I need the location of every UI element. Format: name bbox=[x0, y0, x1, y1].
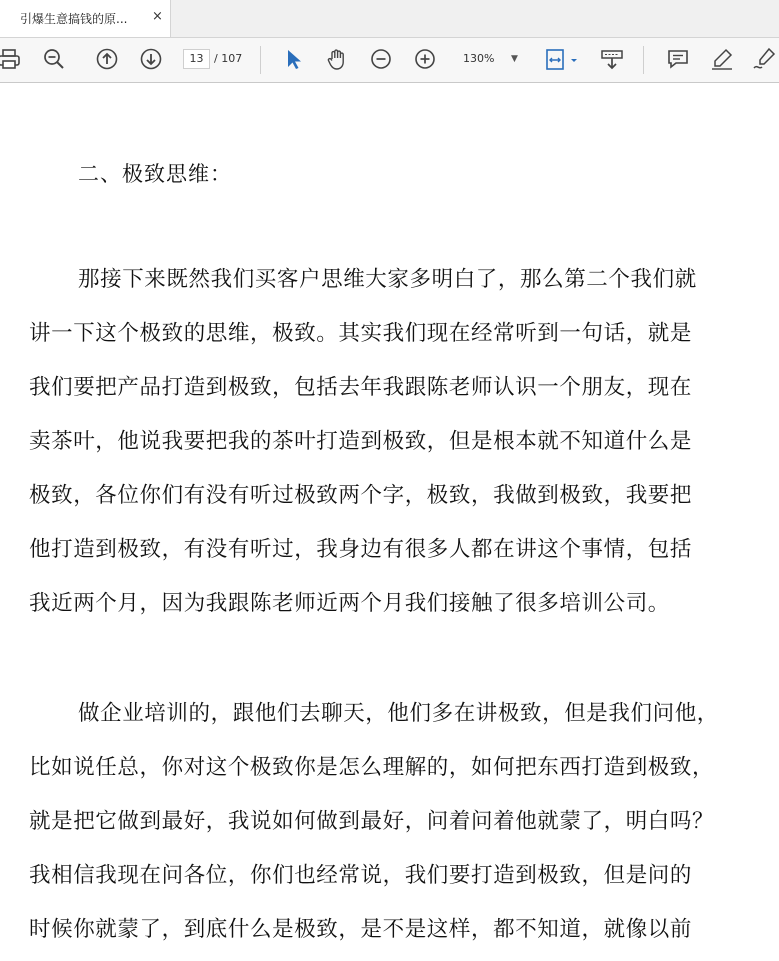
paragraph-line: 我近两个月，因为我跟陈老师近两个月我们接触了很多培训公司。 bbox=[29, 591, 670, 616]
chevron-down-icon: ▼ bbox=[511, 54, 518, 64]
paragraph-line: 讲一下这个极致的思维，极致。其实我们现在经常听到一句话，就是 bbox=[29, 321, 693, 346]
paragraph-line: 做企业培训的，跟他们去聊天，他们多在讲极致，但是我们问他， bbox=[78, 701, 719, 726]
page-total: / 107 bbox=[214, 52, 243, 65]
zoom-minus-icon[interactable] bbox=[369, 47, 393, 71]
page-down-icon[interactable] bbox=[139, 47, 163, 71]
paragraph-line: 我相信我现在问各位，你们也经常说，我们要打造到极致，但是问的 bbox=[29, 863, 693, 888]
paragraph-line: 我们要把产品打造到极致，包括去年我跟陈老师认识一个朋友，现在 bbox=[29, 375, 693, 400]
paragraph-line: 他打造到极致，有没有听过，我身边有很多人都在讲这个事情，包括 bbox=[29, 537, 693, 562]
document-page bbox=[0, 84, 779, 961]
zoom-plus-icon[interactable] bbox=[413, 47, 437, 71]
tab-bar bbox=[0, 0, 779, 38]
zoom-value: 130% bbox=[463, 52, 495, 65]
sign-icon[interactable] bbox=[752, 47, 776, 71]
toolbar-divider bbox=[643, 46, 644, 74]
scroll-mode-icon[interactable] bbox=[600, 47, 624, 71]
tab-title: 引爆生意搞钱的原... bbox=[20, 12, 128, 26]
paragraph-line: 极致，各位你们有没有听过极致两个字，极致，我做到极致，我要把 bbox=[29, 483, 693, 508]
hand-icon[interactable] bbox=[325, 47, 349, 71]
paragraph-line: 那接下来既然我们买客户思维大家多明白了，那么第二个我们就 bbox=[78, 267, 697, 292]
section-heading: 二、极致思维： bbox=[78, 162, 232, 186]
paragraph-line: 时候你就蒙了，到底什么是极致，是不是这样，都不知道，就像以前 bbox=[29, 917, 693, 942]
toolbar-divider bbox=[260, 46, 261, 74]
print-icon[interactable] bbox=[0, 47, 21, 71]
paragraph-line: 比如说任总，你对这个极致你是怎么理解的，如何把东西打造到极致， bbox=[29, 755, 715, 780]
page-number-input[interactable]: 13 bbox=[183, 49, 210, 69]
close-icon[interactable]: × bbox=[152, 9, 163, 24]
document-tab[interactable] bbox=[0, 0, 171, 37]
zoom-select[interactable] bbox=[455, 49, 525, 69]
page-up-icon[interactable] bbox=[95, 47, 119, 71]
paragraph-line: 就是把它做到最好，我说如何做到最好，问着问着他就蒙了，明白吗？ bbox=[29, 809, 715, 834]
select-arrow-icon[interactable] bbox=[282, 47, 306, 71]
toolbar bbox=[0, 38, 779, 83]
highlight-pen-icon[interactable] bbox=[710, 47, 734, 71]
paragraph-line: 卖茶叶，他说我要把我的茶叶打造到极致，但是根本就不知道什么是 bbox=[29, 429, 693, 454]
comment-icon[interactable] bbox=[666, 47, 690, 71]
fit-page-icon[interactable] bbox=[545, 47, 579, 71]
zoom-out-search-icon[interactable] bbox=[42, 47, 66, 71]
